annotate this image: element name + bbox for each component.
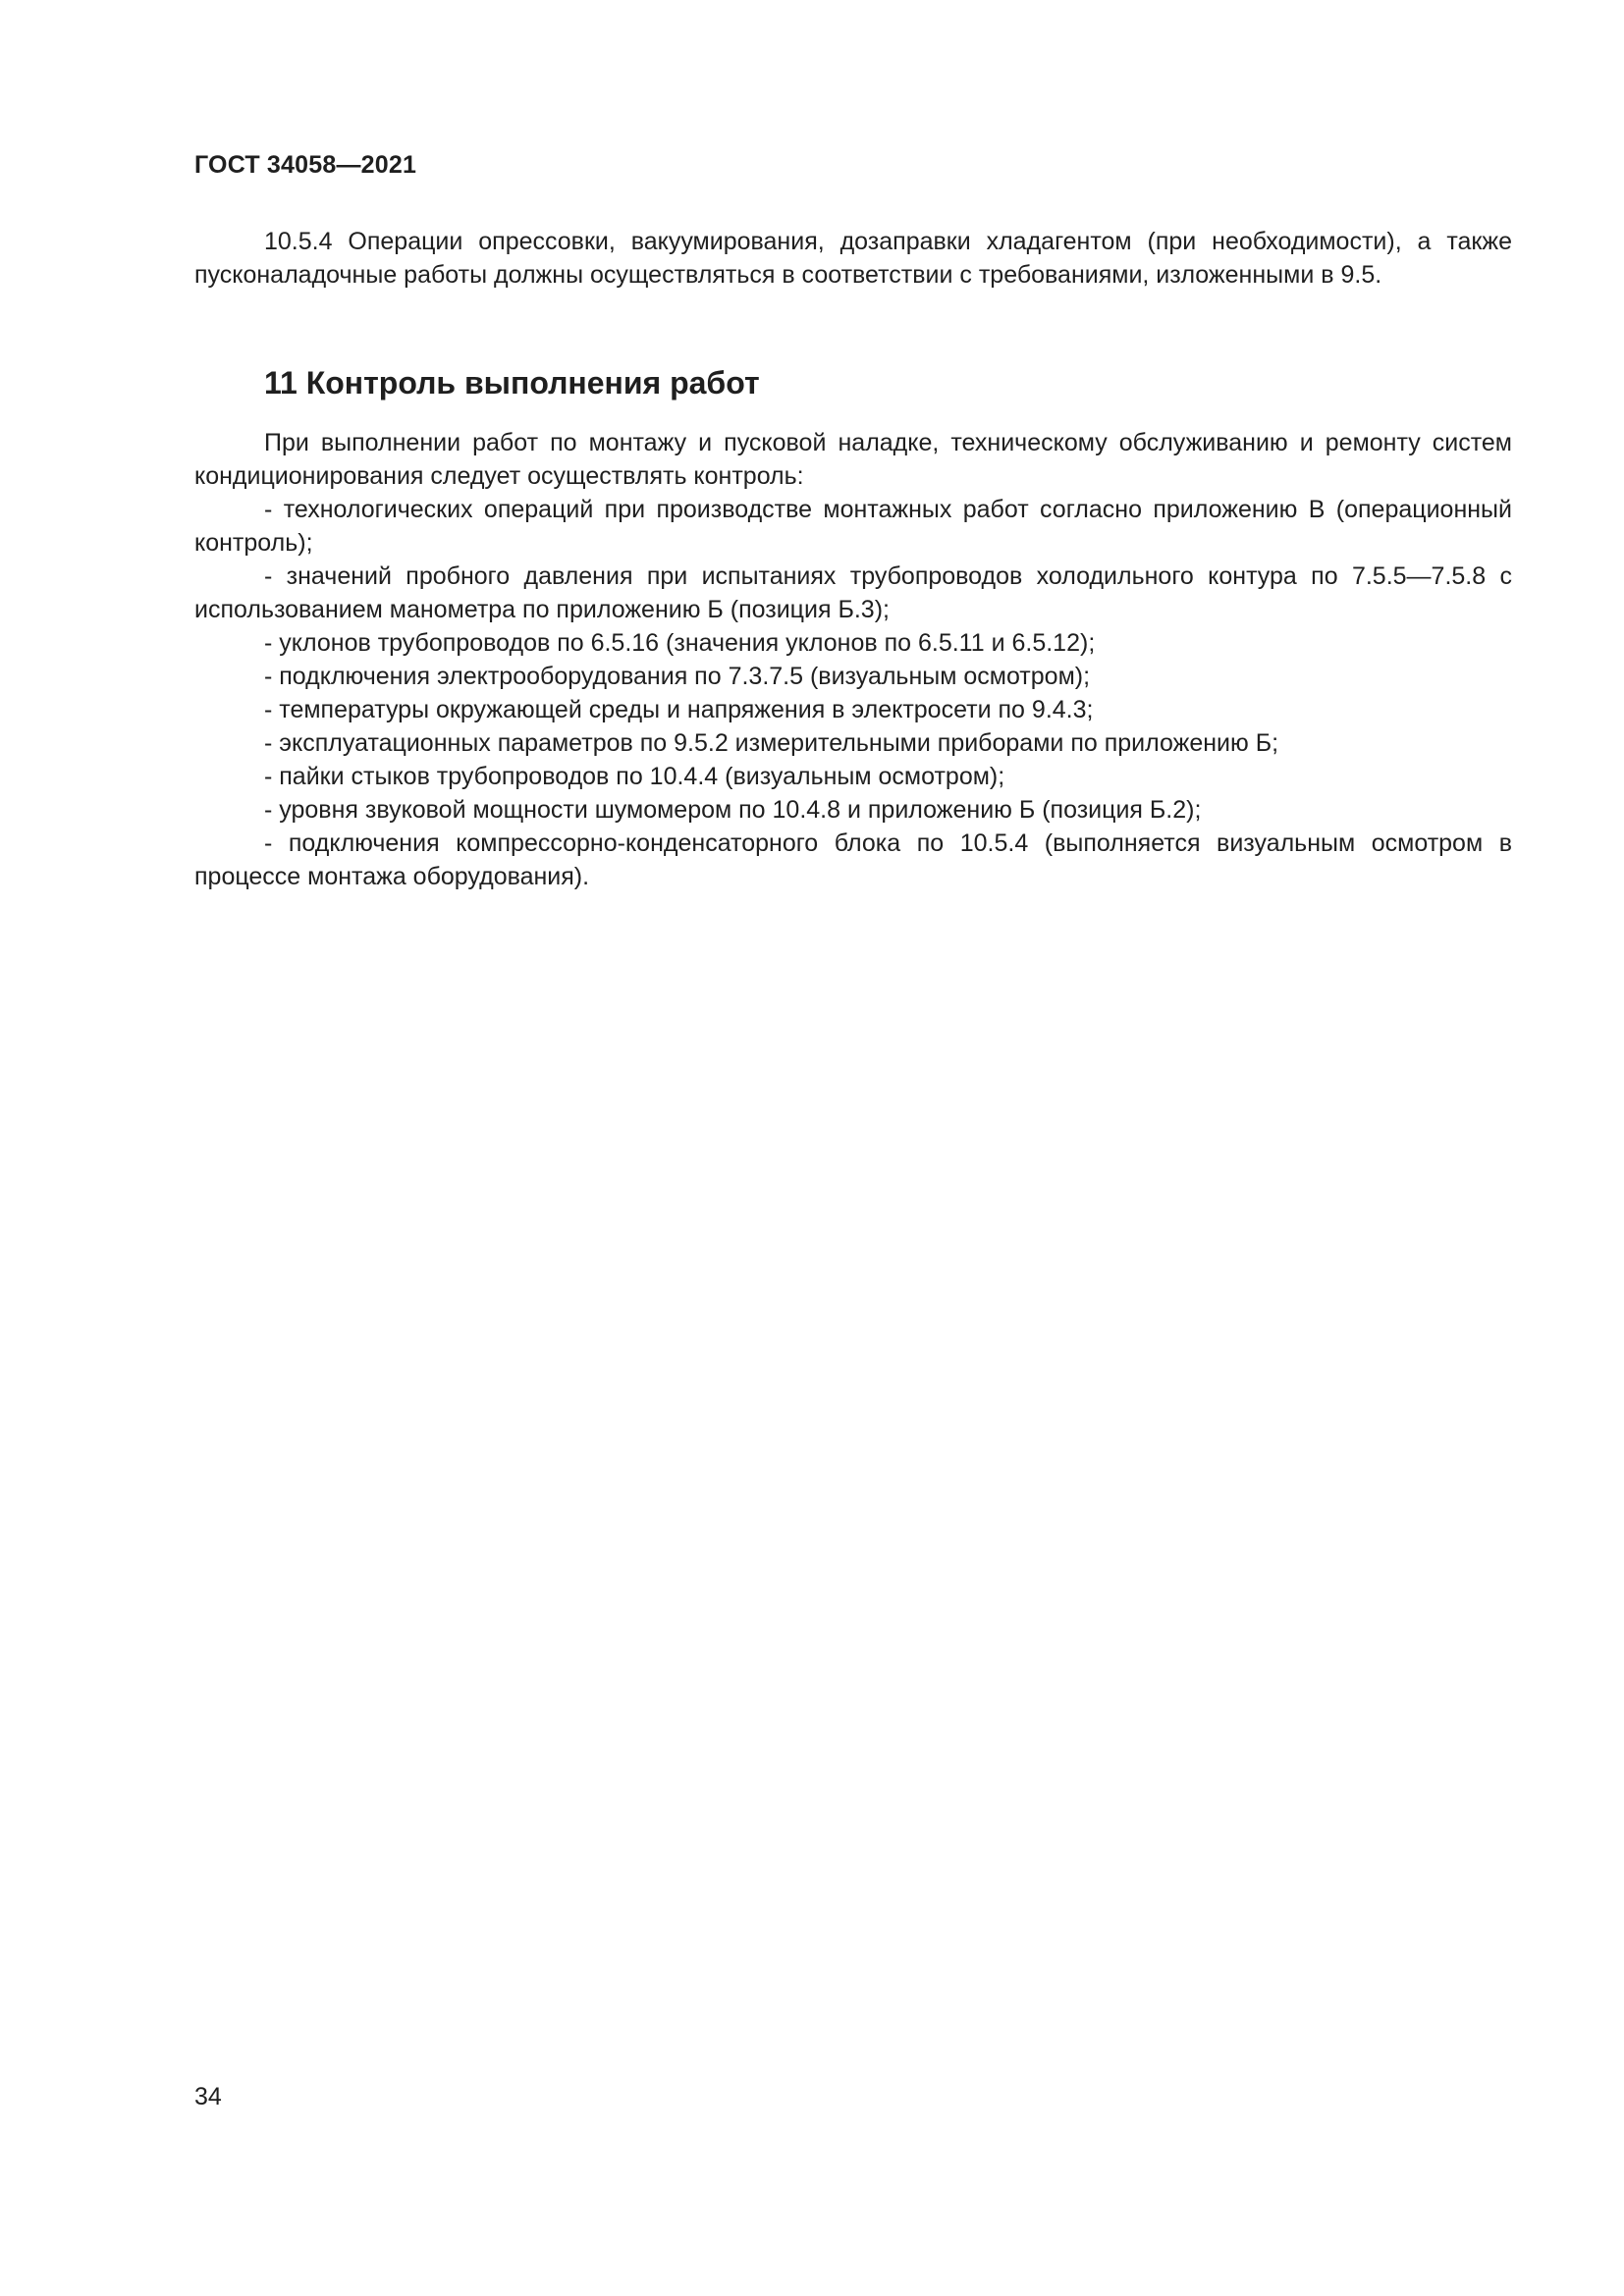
control-item: - технологических операций при производстве монтажных работ согласно приложению В (операционный контроль); [194,496,1512,557]
control-item: - эксплуатационных параметров по 9.5.2 измерительными приборами по приложению Б; [264,729,1279,757]
control-item: - пайки стыков трубопроводов по 10.4.4 (визуальным осмотром); [264,763,1005,790]
document-id-header: ГОСТ 34058—2021 [194,151,417,179]
control-item: - уровня звуковой мощности шумомером по 10.4.8 и приложению Б (позиция Б.2); [264,796,1202,824]
control-item: - подключения компрессорно-конденсаторного блока по 10.5.4 (выполняется визуальным осмотром в процессе монтажа оборудования). [194,829,1512,890]
section-11-body [194,426,1512,893]
section-11-heading: 11 Контроль выполнения работ [264,365,760,400]
control-item: - уклонов трубопроводов по 6.5.16 (значения уклонов по 6.5.11 и 6.5.12); [264,629,1096,657]
section-11-intro: При выполнении работ по монтажу и пусковой наладке, техническому обслуживанию и ремонту систем кондиционирования следует осуществлять контроль: [194,429,1512,490]
clause-10-5-4-text: 10.5.4 Операции опрессовки, вакуумирования, дозаправки хладагентом (при необходимости), а также пусконаладочные работы должны осуществляться в соответствии с требованиями, изложенными в 9.5. [194,228,1512,289]
control-item: - значений пробного давления при испытаниях трубопроводов холодильного контура по 7.5.5—7.5.8 с использованием манометра по приложению Б (позиция Б.3); [194,562,1512,623]
control-items-list [194,493,1512,893]
clause-10-5-4 [194,225,1512,292]
control-item: - температуры окружающей среды и напряжения в электросети по 9.4.3; [264,696,1094,723]
page-number: 34 [194,2083,222,2110]
control-item: - подключения электрооборудования по 7.3.7.5 (визуальным осмотром); [264,663,1091,690]
